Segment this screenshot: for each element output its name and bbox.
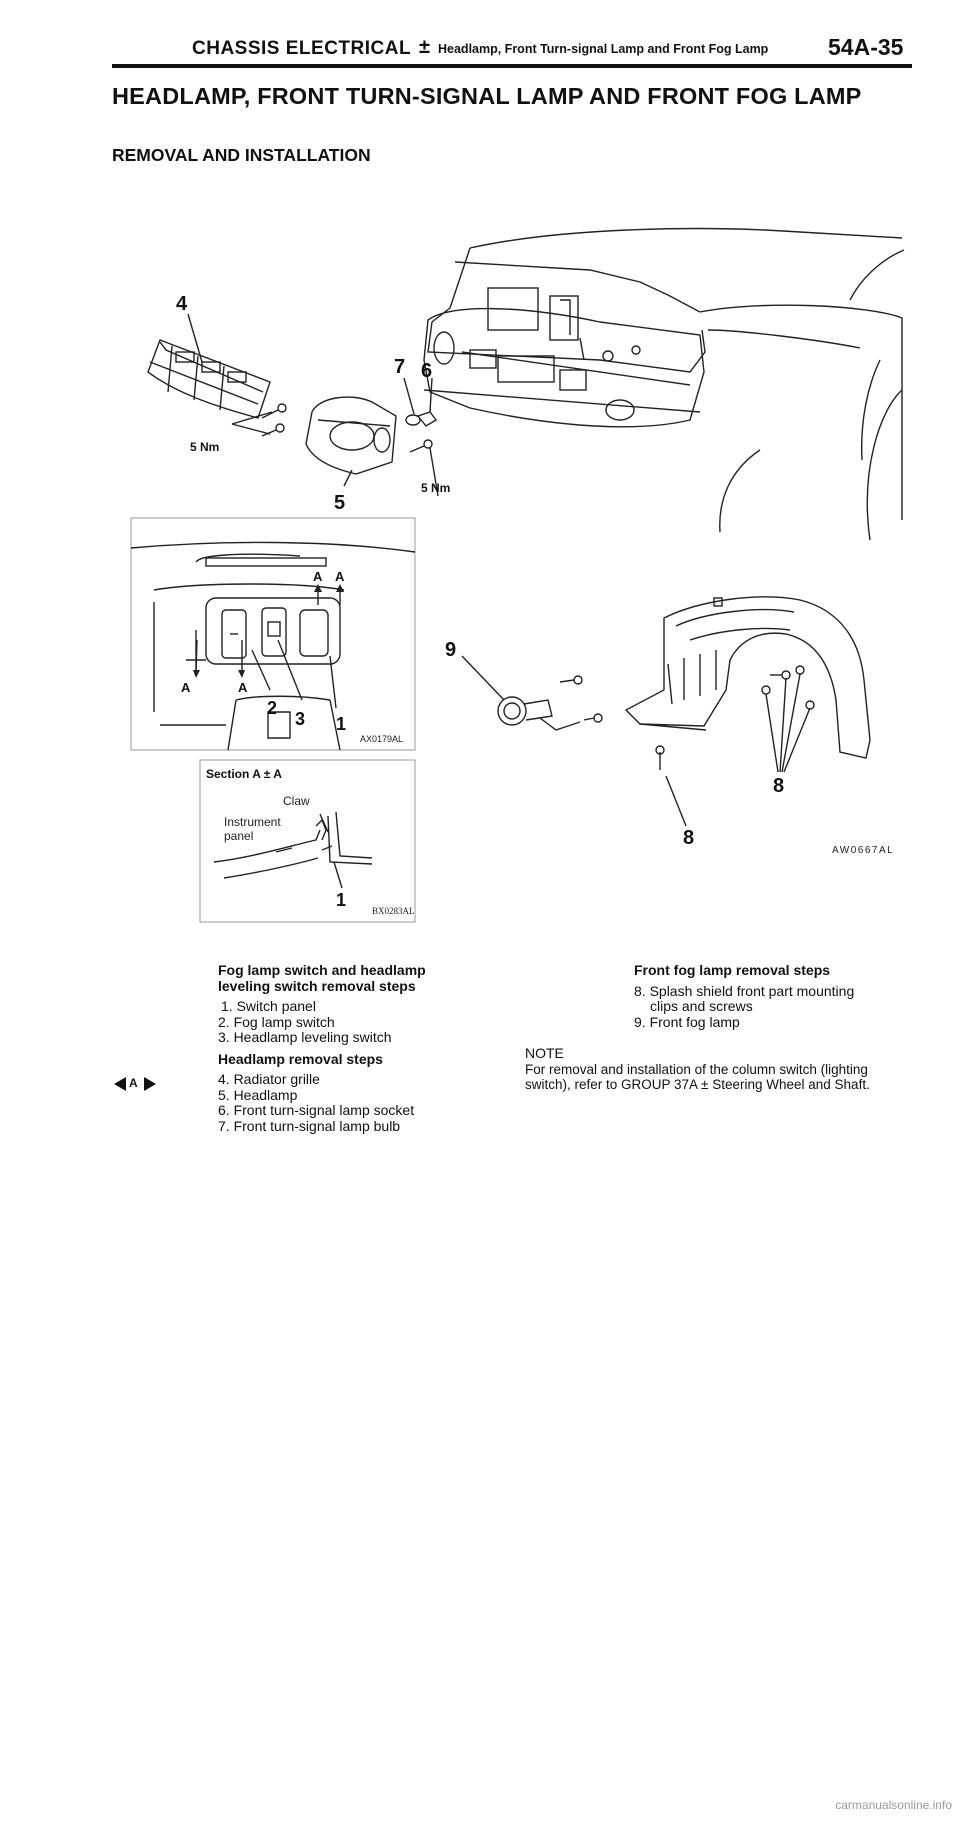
callout-8a: 8 xyxy=(773,775,785,797)
switch-panel-code: AX0179AL xyxy=(360,734,404,744)
reference-mark-letter: A xyxy=(129,1076,138,1090)
note-block xyxy=(525,1046,925,1093)
reference-mark-a xyxy=(114,1076,156,1092)
step-6: 6. Front turn-signal lamp socket xyxy=(218,1102,415,1118)
section-callout-1: 1 xyxy=(336,890,347,910)
section-mark-a2: A xyxy=(335,569,345,584)
page-title: HEADLAMP, FRONT TURN-SIGNAL LAMP AND FRONT FOG LAMP xyxy=(112,83,862,109)
callout-1: 1 xyxy=(336,714,347,734)
left-steps-column xyxy=(218,963,518,1134)
label-panel: panel xyxy=(224,829,254,843)
step-7: 7. Front turn-signal lamp bulb xyxy=(218,1117,401,1134)
section-mark-a3: A xyxy=(181,680,191,695)
group1-heading-line1: Fog lamp switch and headlamp xyxy=(218,962,426,978)
torque-label-left: 5 Nm xyxy=(190,440,220,454)
section-title: Headlamp, Front Turn-signal Lamp and Front Fog Lamp xyxy=(438,42,769,56)
group1-heading-line2: leveling switch removal steps xyxy=(218,977,416,994)
step-8-line1: 8. Splash shield front part mounting xyxy=(634,982,855,999)
fog-lamp-code: AW0667AL xyxy=(832,845,895,856)
label-claw: Claw xyxy=(283,794,310,808)
callout-5: 5 xyxy=(334,492,346,514)
section-mark-a1: A xyxy=(313,569,323,584)
section-view-code: BX0283AL xyxy=(372,906,415,916)
right-steps-column xyxy=(634,963,924,1030)
fog-heading: Front fog lamp removal steps xyxy=(634,962,831,978)
header-separator: ± xyxy=(419,36,430,58)
step-8-line2: clips and screws xyxy=(650,998,753,1014)
note-label: NOTE xyxy=(525,1045,564,1061)
step-5: 5. Headlamp xyxy=(218,1086,298,1103)
radiator-grille-part xyxy=(148,340,270,418)
callout-2: 2 xyxy=(267,698,278,718)
headlamp-part xyxy=(306,397,396,474)
splash-shield-part xyxy=(626,597,870,758)
page-number: 54A-35 xyxy=(828,34,904,60)
callout-8b: 8 xyxy=(683,827,695,849)
step-3: 3. Headlamp leveling switch xyxy=(218,1029,392,1045)
watermark: carmanualsonline.info xyxy=(835,1798,952,1812)
note-line2: switch), refer to GROUP 37A ± Steering Wheel and Shaft. xyxy=(525,1077,870,1092)
callout-3: 3 xyxy=(295,709,306,729)
callout-6: 6 xyxy=(421,360,433,382)
label-instrument: Instrument xyxy=(224,815,281,829)
note-line1: For removal and installation of the column switch (lighting xyxy=(525,1061,868,1077)
torque-label-right: 5 Nm xyxy=(421,481,451,495)
callout-4: 4 xyxy=(176,293,188,315)
callout-9: 9 xyxy=(445,639,457,661)
step-9: 9. Front fog lamp xyxy=(634,1013,740,1030)
fog-lamp-drawing xyxy=(462,597,870,826)
vehicle-fender-outline xyxy=(700,305,902,520)
step-1: 1. Switch panel xyxy=(221,998,316,1014)
page-subtitle: REMOVAL AND INSTALLATION xyxy=(112,145,371,165)
callout-7: 7 xyxy=(394,356,406,378)
section-view-title: Section A ± A xyxy=(206,767,282,781)
section-mark-a4: A xyxy=(238,680,248,695)
switch-panel-drawing xyxy=(131,542,415,750)
chapter-title: CHASSIS ELECTRICAL xyxy=(192,38,412,59)
group2-heading: Headlamp removal steps xyxy=(218,1050,383,1067)
step-4: 4. Radiator grille xyxy=(218,1071,320,1087)
vehicle-hood-outline xyxy=(470,229,902,248)
step-2: 2. Fog lamp switch xyxy=(218,1013,335,1030)
